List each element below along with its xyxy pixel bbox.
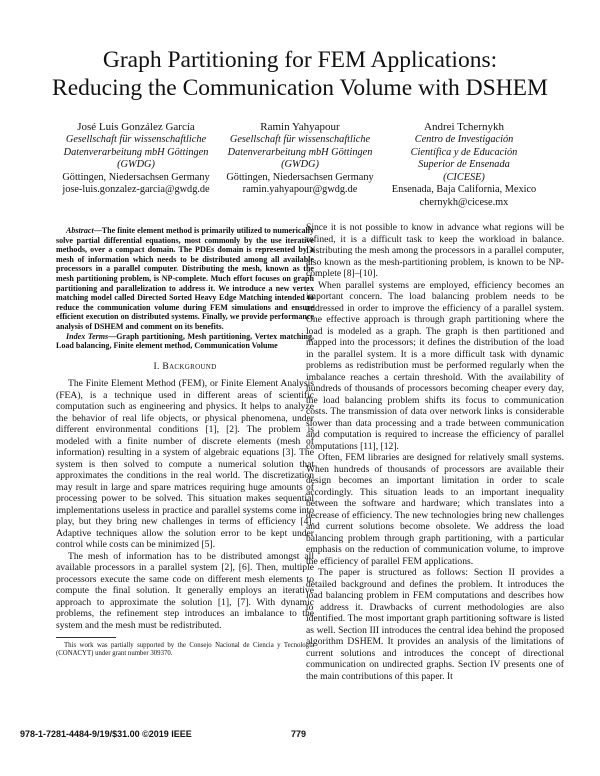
author-email: chernykh@cicese.mx (419, 196, 509, 208)
author-name: José Luis González García (77, 121, 195, 133)
author-email: ramin.yahyapour@gwdg.de (242, 184, 358, 196)
author-block-3 (374, 120, 554, 210)
title-line-1: Graph Partitioning for FEM Applications: (102, 47, 498, 73)
right-column (306, 222, 564, 682)
author-location: Ensenada, Baja California, Mexico (391, 184, 537, 196)
author-affiliation: (CICESE) (443, 171, 485, 183)
title-line-2: Reducing the Communication Volume with DSHEM (52, 75, 548, 101)
index-terms-label: Index Terms (66, 331, 109, 341)
abstract-label: Abstract (66, 226, 94, 235)
body-paragraph: When parallel systems are employed, efficiency becomes an important concern. The load balancing problem needs to be addressed in order to improve the efficiency of a parallel system. One effective approach is through graph partitioning where the load is modeled as a graph. The graph is then partitioned and mapped into the processors; it defines the distribution of the load in the parallel system. It is a more difficult task with dynamic problems as redistribution must be performed regularly when the imbalance reaches a certain threshold. With the availability of hundreds of thousands of processors becoming cheaper every day, the load balancing problem shifts its focus to communication costs. The transmission of data over network links is considerable slower than data processing and a trade between communication and computation is required to increase the efficiency of parallel computations [11], [12]. (306, 279, 564, 452)
author-affiliation: (GWDG) (117, 159, 155, 171)
author-block-1 (46, 120, 226, 197)
author-affiliation: (GWDG) (281, 159, 319, 171)
author-affiliation: Datenverarbeitung mbH Göttingen (63, 146, 209, 158)
footnote: This work was partially supported by the Consejo Nacional de Ciencia y Tecnología (CONACYT) under grant number 309370. (56, 642, 314, 658)
body-paragraph: The mesh of information has to be distributed amongst all available processors in a parallel system [2], [6]. Then, multiple processors execute the same code on different mesh elements to compute the final solution. It generally employs an iterative approach to approximate the solution [1], [7]. With dynamic problems, the refinement step introduces an imbalance to the system and the mesh must be redistributed. (56, 550, 314, 631)
author-name: Andrei Tchernykh (424, 121, 504, 133)
body-paragraph: Since it is not possible to know in advance what regions will be refined, it is a difficult task to keep the workload in balance. Distributing the mesh among the processors in a parallel computer, also known as the mesh-partitioning problem, is known to be NP-complete [8]–[10]. (306, 222, 564, 279)
author-affiliation: Superior de Ensenada (418, 159, 510, 171)
author-email: jose-luis.gonzalez-garcia@gwdg.de (62, 184, 210, 196)
abstract (56, 226, 314, 351)
author-affiliation: Gesellschaft für wissenschaftliche (229, 134, 371, 145)
paper-title (0, 46, 600, 102)
author-block-2 (210, 120, 390, 197)
page-number: 779 (291, 729, 307, 739)
author-location: Göttingen, Niedersachsen Germany (226, 171, 374, 183)
author-affiliation: Científica y de Educación (410, 146, 518, 158)
author-location: Göttingen, Niedersachsen Germany (62, 171, 210, 183)
author-name: Ramin Yahyapour (260, 121, 340, 133)
body-paragraph: The paper is structured as follows: Section II provides a detailed background and defines the problem. It introduces the load balancing problem in FEM computations and describes how to address it. Drawbacks of current methodologies are also identified. The most important graph partitioning software is listed as well. Section III introduces the central idea behind the proposed algorithm DSHEM. It provides an analysis of the limitations of current solutions and introduces the concept of directional communication on undirected graphs. Section IV presents one of the main contributions of this paper. It (306, 567, 564, 682)
author-affiliation: Gesellschaft für wissenschaftliche (65, 134, 207, 145)
author-affiliation: Centro de Investigación (414, 134, 514, 145)
author-affiliation: Datenverarbeitung mbH Göttingen (227, 146, 373, 158)
abstract-text: —The finite element method is primarily utilized to numerically solve partial differential equations, most commonly by the use iterative methods, over a compact domain. The PDEs domain is represented by a mesh of information which needs to be distributed among all available processors in a parallel computer. Distributing the mesh, known as the mesh partitioning problem, is NP-complete. Much effort focuses on graph partitioning and parallelization to address it. We introduce a new vertex matching model called Directed Sorted Heavy Edge Matching intended to reduce the communication volume during FEM simulations and ensure efficient execution on distributed systems. Finally, we provide performance analysis of DSHEM and comment on its benefits. (56, 226, 314, 331)
section-heading: I. Background (153, 360, 217, 372)
body-paragraph: Often, FEM libraries are designed for relatively small systems. When hundreds of thousands of processors are available their design becomes an important limitation in order to scale accordingly. This situation leads to an important inequality between the software and hardware; which translates into a decrease of efficiency. The new technologies bring new challenges and current solutions become obsolete. We address the load balancing problem through graph partitioning, with a particular emphasis on the reduction of communication volume, to improve the efficiency of parallel FEM applications. (306, 452, 564, 567)
body-paragraph: The Finite Element Method (FEM), or Finite Element Analysis (FEA), is a technique used in different areas of scientific computation such as engineering and physics. It helps to analyze the behavior of real life objects, or physical phenomena, under different environmental conditions [1], [2]. The problem is modeled with a finite number of discrete elements (mesh of information) resulting in a system of algebraic equations [3]. The system is then solved to compute a numerical solution that approximates the conditions in the real world. The discretization may result in large and spare matrices requiring huge amounts of processing power to be solved. This situation makes sequential implementations useless in practice and parallel systems come into play, but they bring new challenges in terms of efficiency [4]. Adaptive techniques allow the solution error to be kept under control while costs can be minimized [5]. (56, 378, 314, 551)
footnote-rule (56, 637, 116, 638)
footer-copyright: 978-1-7281-4484-9/19/$31.00 ©2019 IEEE (20, 729, 192, 739)
index-terms-text: —Graph partitioning, Mesh partitioning, Vertex matching, Load balancing, Finite element method, Communication Volume (56, 331, 314, 351)
left-column (56, 226, 314, 659)
